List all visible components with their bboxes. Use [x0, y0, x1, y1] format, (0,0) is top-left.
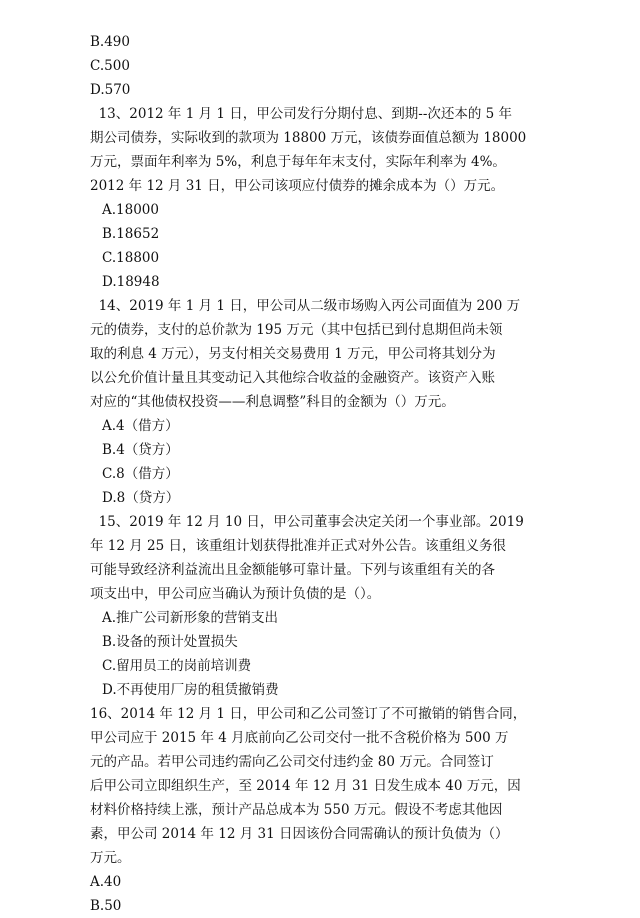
q13-option-a: A.18000 [102, 202, 159, 218]
q14-text-line: 取的利息 4 万元），另支付相关交易费用 1 万元，甲公司将其划分为 [90, 346, 496, 362]
q16-text-line: 16、2014 年 12 月 1 日，甲公司和乙公司签订了不可撤销的销售合同， [90, 706, 527, 722]
q14-option-d: D.8（贷方） [102, 490, 180, 506]
q14-option-b: B.4（贷方） [102, 442, 179, 458]
document-page [90, 30, 560, 918]
q15-option-c: C.留用员工的岗前培训费 [102, 658, 252, 674]
q13-text-line: 2012 年 12 月 31 日，甲公司该项应付债券的摊余成本为（）万元。 [90, 178, 505, 194]
q16-option-b: B.50 [90, 898, 122, 914]
q14-option-a: A.4（借方） [102, 418, 179, 434]
q13-option-b: B.18652 [102, 226, 160, 242]
q14-text-line: 元的债券，支付的总价款为 195 万元（其中包括已到付息期但尚未领 [90, 322, 503, 338]
q15-option-b: B.设备的预计处置损失 [102, 634, 238, 650]
q15-option-a: A.推广公司新形象的营销支出 [102, 610, 279, 626]
q16-text-line: 万元。 [90, 850, 131, 866]
q12-option-d: D.570 [90, 82, 131, 98]
q16-text-line: 后甲公司立即组织生产，至 2014 年 12 月 31 日发生成本 40 万元，因 [90, 778, 521, 794]
q15-text-line: 项支出中，甲公司应当确认为预计负债的是（）。 [90, 586, 381, 602]
q16-text-line: 元的产品。若甲公司违约需向乙公司交付违约金 80 万元。合同签订 [90, 754, 494, 770]
q13-text-line: 期公司债券，实际收到的款项为 18800 万元，该债券面值总额为 18000 [90, 130, 527, 146]
q13-text-line: 13、2012 年 1 月 1 日，甲公司发行分期付息、到期--次还本的 5 年 [90, 106, 513, 122]
q13-text-line: 万元，票面年利率为 5%，利息于每年年末支付，实际年利率为 4%。 [90, 154, 506, 170]
q12-option-c: C.500 [90, 58, 130, 74]
q15-text-line: 年 12 月 25 日，该重组计划获得批准并正式对外公告。该重组义务很 [90, 538, 507, 554]
q15-text-line: 可能导致经济利益流出且金额能够可靠计量。下列与该重组有关的各 [90, 562, 495, 578]
q12-option-b: B.490 [90, 34, 130, 50]
q13-option-d: D.18948 [102, 274, 160, 290]
q16-text-line: 材料价格持续上涨，预计产品总成本为 550 万元。假设不考虑其他因 [90, 802, 503, 818]
q16-text-line: 甲公司应于 2015 年 4 月底前向乙公司交付一批不含税价格为 500 万 [90, 730, 509, 746]
q13-option-c: C.18800 [102, 250, 160, 266]
q15-option-d: D.不再使用厂房的租赁撤销费 [102, 682, 279, 698]
q16-option-a: A.40 [90, 874, 122, 890]
q14-text-line: 对应的“其他债权投资——利息调整”科目的金额为（）万元。 [90, 394, 455, 410]
q15-text-line: 15、2019 年 12 月 10 日，甲公司董事会决定关闭一个事业部。2019 [90, 514, 524, 530]
q14-option-c: C.8（借方） [102, 466, 179, 482]
q14-text-line: 14、2019 年 1 月 1 日，甲公司从二级市场购入丙公司面值为 200 万 [90, 298, 521, 314]
q14-text-line: 以公允价值计量且其变动记入其他综合收益的金融资产。该资产入账 [90, 370, 495, 386]
q16-text-line: 素，甲公司 2014 年 12 月 31 日因该份合同需确认的预计负债为（） [90, 826, 509, 842]
